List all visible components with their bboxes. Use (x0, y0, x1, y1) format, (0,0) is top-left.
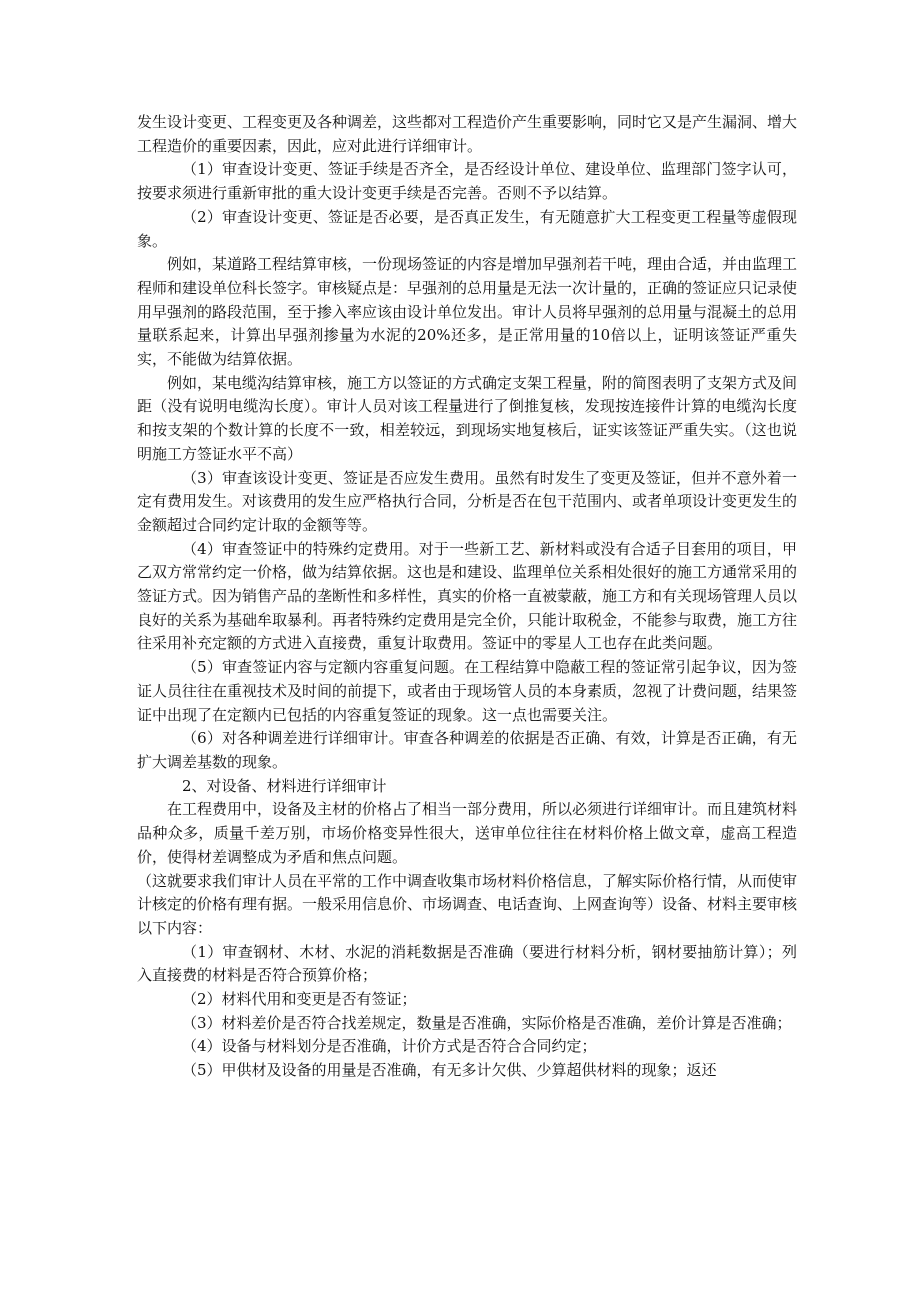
section-heading-materials: 2、对设备、材料进行详细审计 (182, 776, 387, 795)
paragraph-material-item-2: （2）材料代用和变更是否有签证； (182, 990, 417, 1009)
paragraph-material-item-1: （1）审查钢材、木材、水泥的消耗数据是否准确（要进行材料分析，钢材要抽筋计算）；列入直接费的材料是否符合预算价格； (137, 942, 797, 985)
paragraph-material-item-5: （5）甲供材及设备的用量是否准确，有无多计欠供、少算超供材料的现象；返还 (182, 1061, 717, 1080)
paragraph-materials-intro: 在工程费用中，设备及主材的价格占了相当一部分费用，所以必须进行详细审计。而且建筑材料品种众多，质量千差万别，市场价格变异性很大，送审单位往往在材料价格上做文章，虚高工程造价，使得材差调整成为矛盾和焦点问题。 (137, 800, 798, 866)
paragraph-example-road: 例如，某道路工程结算审核，一份现场签证的内容是增加早强剂若干吨，理由合适，并由监理工程师和建设单位科长签字。审核疑点是：早强剂的总用量是无法一次计量的，正确的签证应只记录使用早强剂的路段范围，至于掺入率应该由设计单位发出。审计人员将早强剂的总用量与混凝土的总用量联系起来，计算出早强剂掺量为水泥的20%还多，是正常用量的10倍以上，证明该签证严重失实，不能做为结算依据。 (137, 255, 798, 369)
paragraph-item-3: （3）审查该设计变更、签证是否应发生费用。虽然有时发生了变更及签证，但并不意外着一定有费用发生。对该费用的发生应严格执行合同，分析是否在包干范围内、或者单项设计变更发生的金额超过合同约定计取的金额等等。 (137, 468, 798, 534)
paragraph-item-6: （6）对各种调差进行详细审计。审查各种调差的依据是否正确、有效，计算是否正确，有无扩大调差基数的现象。 (137, 729, 797, 771)
paragraph-item-2: （2）审查设计变更、签证是否必要，是否真正发生，有无随意扩大工程变更工程量等虚假现象。 (137, 207, 797, 250)
paragraph-item-1: （1）审查设计变更、签证手续是否齐全，是否经设计单位、建设单位、监理部门签字认可，按要求须进行重新审批的重大设计变更手续是否完善。否则不予以结算。 (137, 160, 797, 203)
paragraph-material-item-4: （4）设备与材料划分是否准确，计价方式是否符合合同约定； (182, 1037, 597, 1056)
paragraph-example-cable: 例如，某电缆沟结算审核，施工方以签证的方式确定支架工程量，附的简图表明了支架方式及间距（没有说明电缆沟长度）。审计人员对该工程量进行了倒推复核，发现按连接件计算的电缆沟长度和按支架的个数计算的长度不一致，相差较远，到现场实地复核后，证实该签证严重失实。（这也说明施工方签证水平不高） (137, 373, 798, 463)
document-body (137, 111, 797, 1083)
paragraph-item-5: （5）审查签证内容与定额内容重复问题。在工程结算中隐蔽工程的签证常引起争议，因为签证人员往往在重视技术及时间的前提下，或者由于现场管人员的本身素质，忽视了计费问题，结果签证中出现了在定额内已包括的内容重复签证的现象。这一点也需要关注。 (137, 658, 798, 724)
paragraph-intro-continuation: 发生设计变更、工程变更及各种调差，这些都对工程造价产生重要影响，同时它又是产生漏洞、增大工程造价的重要因素，因此，应对此进行详细审计。 (137, 113, 798, 155)
paragraph-materials-note: （这就要求我们审计人员在平常的工作中调查收集市场材料价格信息，了解实际价格行情，从而使审计核定的价格有理有据。一般采用信息价、市场调查、电话查询、上网查询等）设备、材料主要审核以下内容： (137, 871, 798, 937)
paragraph-material-item-3: （3）材料差价是否符合找差规定，数量是否准确，实际价格是否准确，差价计算是否准确； (182, 1013, 792, 1032)
paragraph-item-4: （4）审查签证中的特殊约定费用。对于一些新工艺、新材料或没有合适子目套用的项目，甲乙双方常常约定一价格，做为结算依据。这也是和建设、监理单位关系相处很好的施工方通常采用的签证方式。因为销售产品的垄断性和多样性，真实的价格一直被蒙蔽，施工方和有关现场管理人员以良好的关系为基础牟取暴利。再者特殊约定费用是完全价，只能计取税金，不能参与取费，施工方往往采用补充定额的方式进入直接费，重复计取费用。签证中的零星人工也存在此类问题。 (137, 539, 798, 653)
